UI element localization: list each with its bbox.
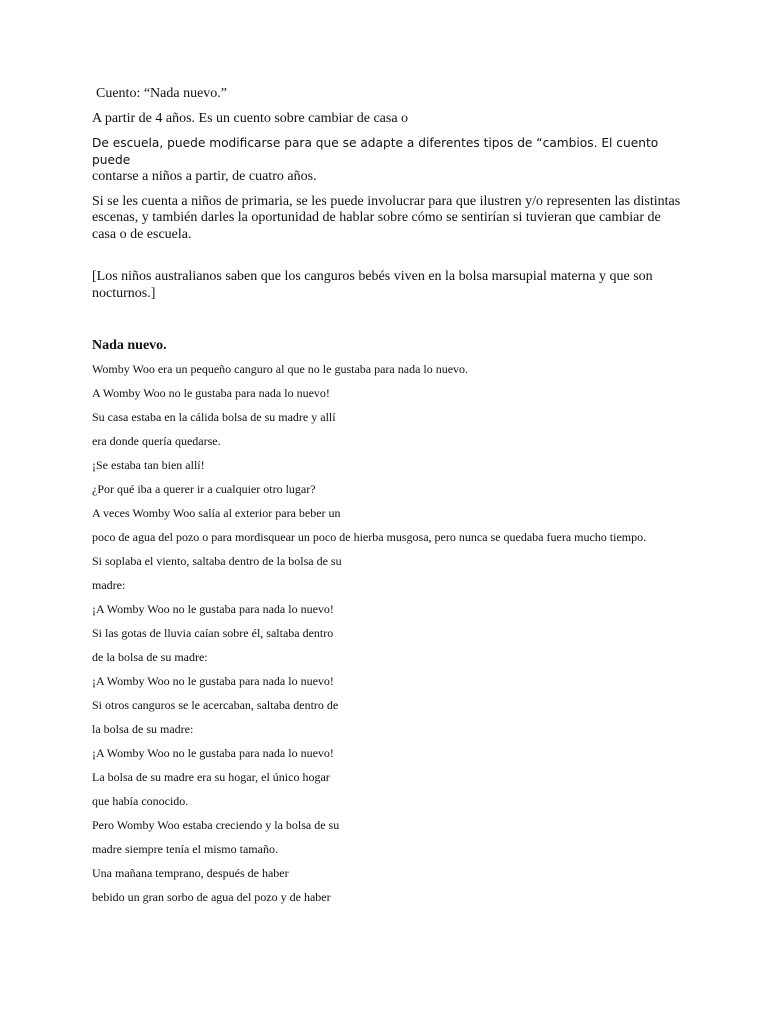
story-line: Pero Womby Woo estaba creciendo y la bolsa de su: [92, 818, 340, 832]
story-line: madre:: [92, 578, 126, 592]
story-body: [92, 362, 682, 914]
story-line: La bolsa de su madre era su hogar, el único hogar: [92, 770, 330, 784]
story-line: bebido un gran sorbo de agua del pozo y de haber: [92, 890, 331, 904]
intro-school-line-2: contarse a niños a partir, de cuatro años.: [92, 169, 317, 184]
story-line: A Womby Woo no le gustaba para nada lo nuevo!: [92, 386, 330, 400]
story-line: ¡A Womby Woo no le gustaba para nada lo nuevo!: [92, 674, 334, 688]
document-page: [92, 86, 682, 914]
story-line: que había conocido.: [92, 794, 189, 808]
story-line: A veces Womby Woo salía al exterior para beber un: [92, 506, 341, 520]
story-line: ¡Se estaba tan bien allí!: [92, 458, 205, 472]
story-line: Si soplaba el viento, saltaba dentro de la bolsa de su: [92, 554, 342, 568]
story-line: madre siempre tenía el mismo tamaño.: [92, 842, 278, 856]
intro-section: [92, 86, 682, 302]
intro-school-line-1: De escuela, puede modificarse para que se adapte a diferentes tipos de “cambios. El cuento puede: [92, 136, 659, 167]
story-line: Si las gotas de lluvia caían sobre él, saltaba dentro: [92, 626, 334, 640]
story-line: poco de agua del pozo o para mordisquear un poco de hierba musgosa, pero nunca se quedaba fuera mucho tiempo.: [92, 530, 647, 544]
story-line: de la bolsa de su madre:: [92, 650, 208, 664]
story-line: ¿Por qué iba a querer ir a cualquier otro lugar?: [92, 482, 316, 496]
story-line: ¡A Womby Woo no le gustaba para nada lo nuevo!: [92, 602, 334, 616]
intro-age-line: A partir de 4 años. Es un cuento sobre cambiar de casa o: [92, 110, 409, 126]
story-line: Si otros canguros se le acercaban, saltaba dentro de: [92, 698, 339, 712]
story-line: Su casa estaba en la cálida bolsa de su madre y allí: [92, 410, 336, 424]
intro-school-paragraph: [92, 135, 682, 186]
document-title: Cuento: “Nada nuevo.”: [96, 86, 228, 101]
story-heading: Nada nuevo.: [92, 338, 167, 353]
story-line: ¡A Womby Woo no le gustaba para nada lo nuevo!: [92, 746, 334, 760]
story-line: Womby Woo era un pequeño canguro al que no le gustaba para nada lo nuevo.: [92, 362, 469, 376]
story-line: Una mañana temprano, después de haber: [92, 866, 289, 880]
story-line: era donde quería quedarse.: [92, 434, 221, 448]
intro-primary-paragraph: Si se les cuenta a niños de primaria, se les puede involucrar para que ilustren y/o representen las distintas escenas, y también darles la oportunidad de hablar sobre cómo se sentirían si tuvieran que cambiar de casa o de escuela.: [92, 193, 681, 242]
intro-note: [Los niños australianos saben que los canguros bebés viven en la bolsa marsupial materna y que son nocturnos.]: [92, 269, 653, 301]
story-line: la bolsa de su madre:: [92, 722, 194, 736]
